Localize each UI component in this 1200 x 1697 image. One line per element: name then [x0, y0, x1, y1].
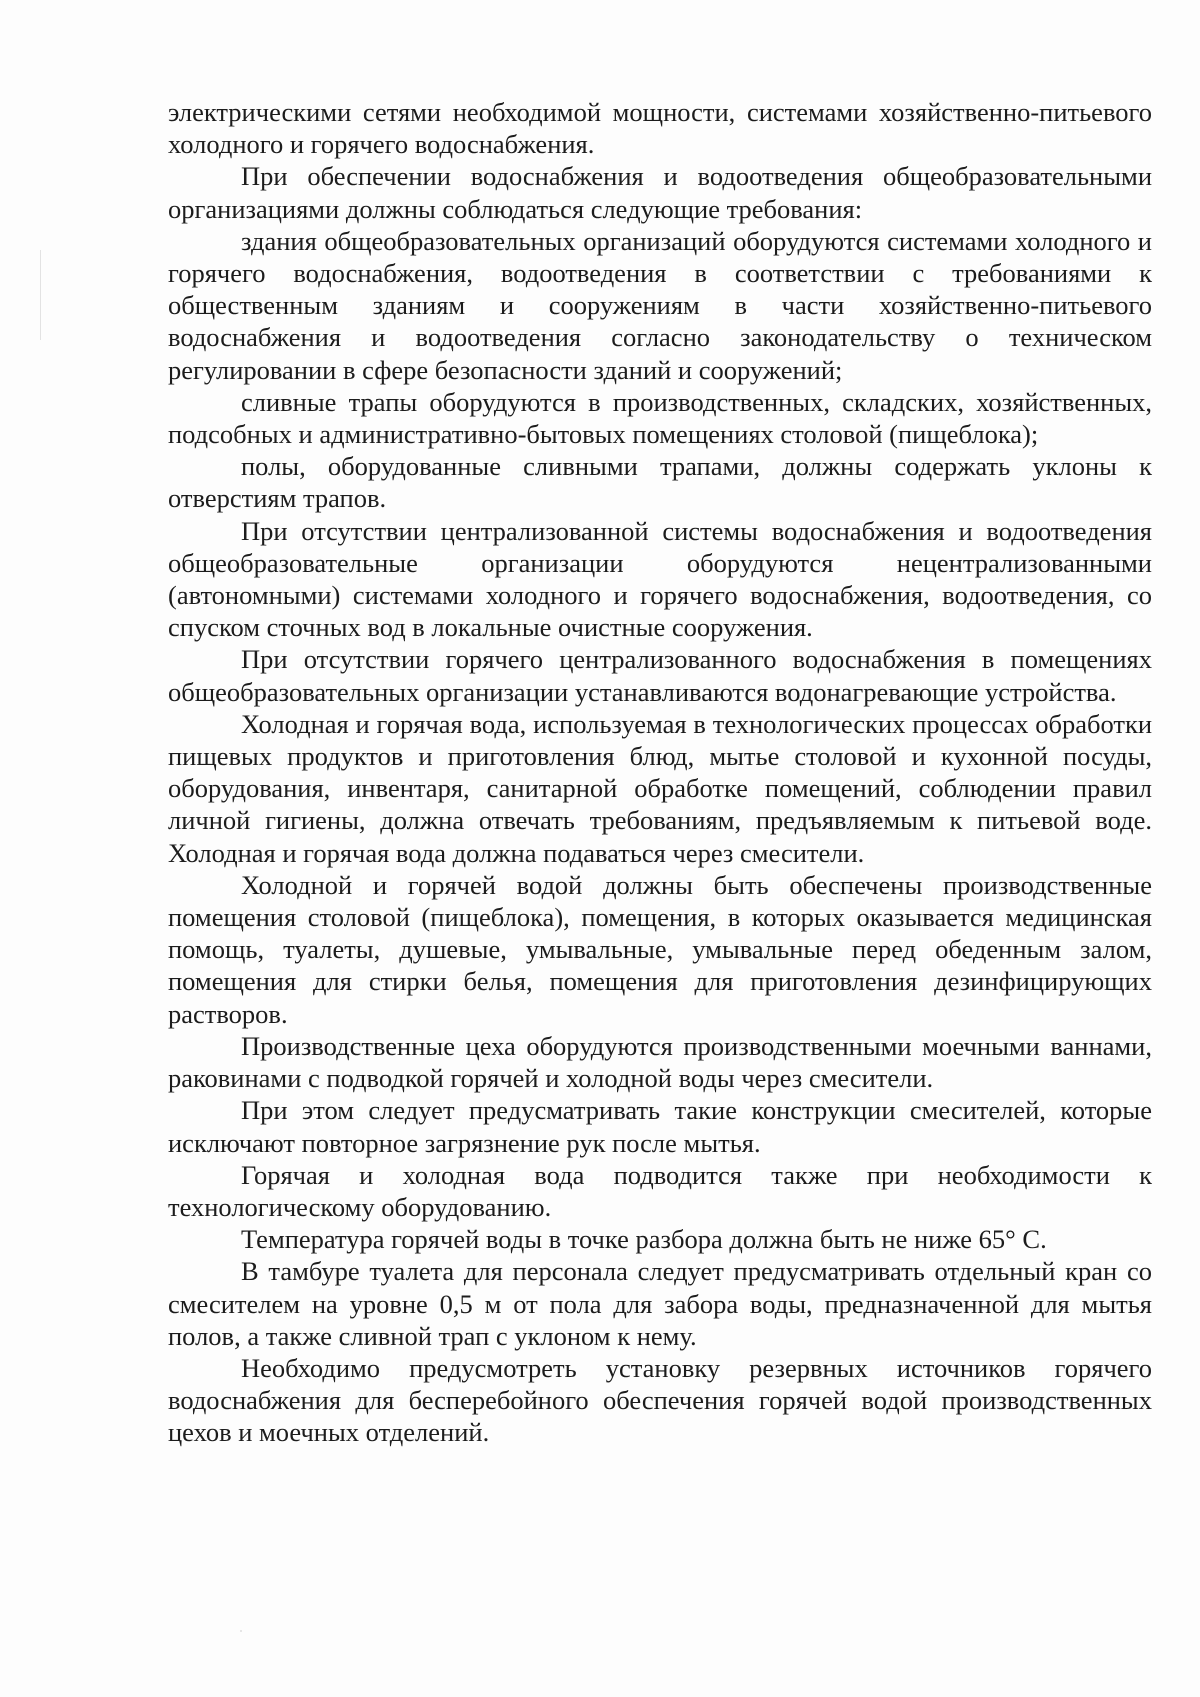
- scan-artifact: [240, 1630, 242, 1632]
- paragraph: электрическими сетями необходимой мощности, системами хозяйственно-питьевого холодного и горячего водоснабжения.: [168, 97, 1152, 160]
- document-body: [168, 96, 1152, 1449]
- paragraph: полы, оборудованные сливными трапами, должны содержать уклоны к отверстиям трапов.: [168, 451, 1152, 514]
- paragraph: Холодной и горячей водой должны быть обеспечены производственные помещения столовой (пищеблока), помещения, в которых оказывается медицинская помощь, туалеты, душевые, умывальные, умывальные перед обеденным залом, помещения для стирки белья, помещения для приготовления дезинфицирующих растворов.: [168, 869, 1152, 1029]
- paragraph: Производственные цеха оборудуются производственными моечными ваннами, раковинами с подводкой горячей и холодной воды через смесители.: [168, 1030, 1152, 1094]
- paragraph: При отсутствии централизованной системы водоснабжения и водоотведения общеобразовательные организации оборудуются нецентрализованными (автономными) системами холодного и горячего водоснабжения, водоотведения, со спуском сточных вод в локальные очистные сооружения.: [168, 515, 1152, 643]
- paragraph: Холодная и горячая вода, используемая в технологических процессах обработки пищевых продуктов и приготовления блюд, мытье столовой и кухонной посуды, оборудования, инвентаря, санитарной обработке помещений, соблюдении правил личной гигиены, должна отвечать требованиям, предъявляемым к питьевой воде. Холодная и горячая вода должна подаваться через смесители.: [168, 708, 1152, 868]
- paragraph: В тамбуре туалета для персонала следует предусматривать отдельный кран со смесителем на уровне 0,5 м от пола для забора воды, предназначенной для мытья полов, а также сливной трап с уклоном к нему.: [168, 1256, 1152, 1351]
- paragraph: При отсутствии горячего централизованного водоснабжения в помещениях общеобразовательных организации устанавливаются водонагревающие устройства.: [168, 644, 1152, 707]
- paragraph: Температура горячей воды в точке разбора должна быть не ниже 65° С.: [241, 1224, 1047, 1255]
- paragraph: Горячая и холодная вода подводится также при необходимости к технологическому оборудованию.: [168, 1159, 1152, 1222]
- paragraph: здания общеобразовательных организаций оборудуются системами холодного и горячего водоснабжения, водоотведения в соответствии с требованиями к общественным зданиям и сооружениям в части хозяйственно-питьевого водоснабжения и водоотведения согласно законодательству о техническом регулировании в сфере безопасности зданий и сооружений;: [168, 225, 1152, 385]
- paragraph: При обеспечении водоснабжения и водоотведения общеобразовательными организациями должны соблюдаться следующие требования:: [168, 161, 1152, 224]
- scan-artifact: [40, 250, 41, 340]
- paragraph: Необходимо предусмотреть установку резервных источников горячего водоснабжения для бесперебойного обеспечения горячей водой производственных цехов и моечных отделений.: [168, 1352, 1152, 1448]
- paragraph: сливные трапы оборудуются в производственных, складских, хозяйственных, подсобных и административно-бытовых помещениях столовой (пищеблока);: [168, 386, 1152, 450]
- paragraph: При этом следует предусматривать такие конструкции смесителей, которые исключают повторное загрязнение рук после мытья.: [168, 1095, 1152, 1158]
